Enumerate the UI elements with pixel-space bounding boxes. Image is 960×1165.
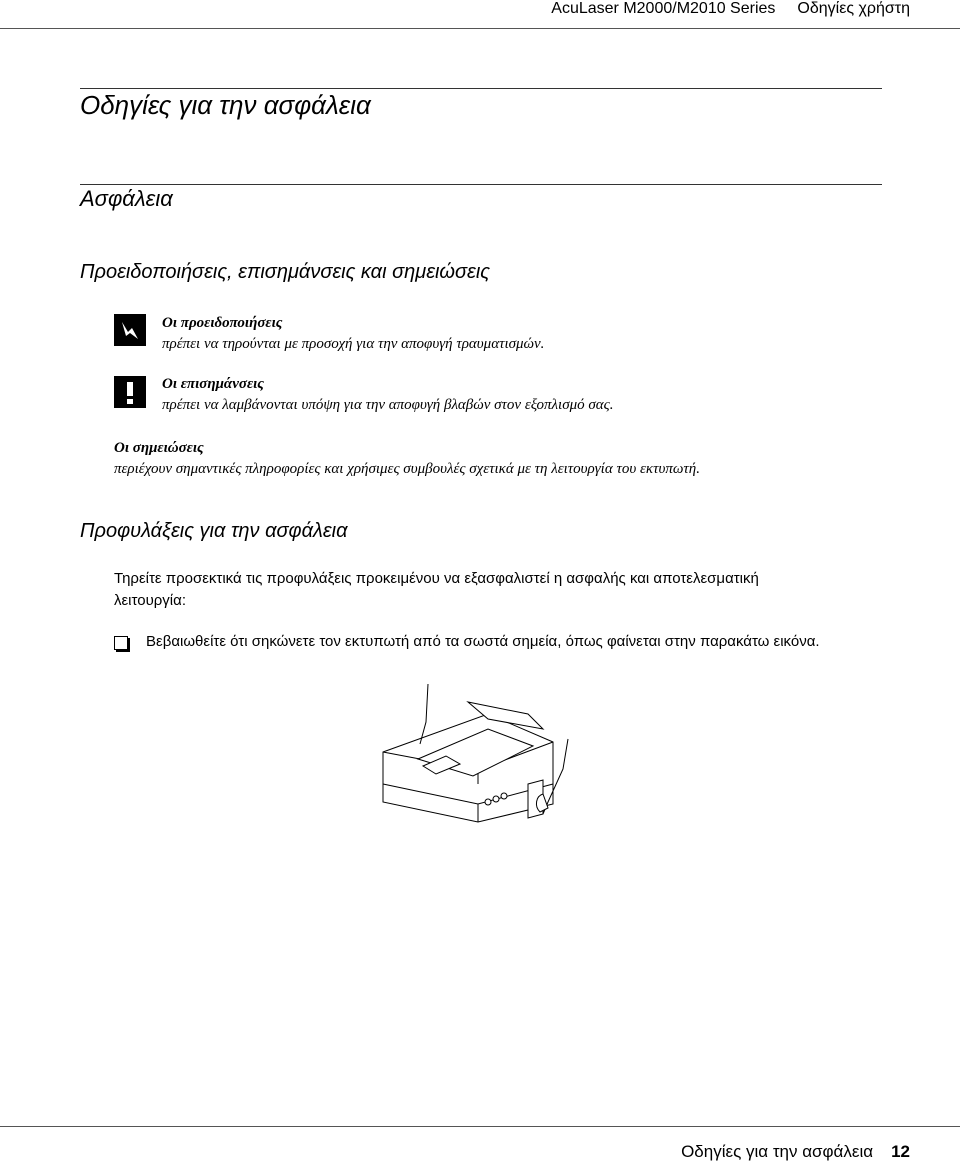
- note-info-text: περιέχουν σημαντικές πληροφορίες και χρήσιμες συμβουλές σχετικά με τη λειτουργία του εκτυπωτή.: [114, 461, 700, 477]
- note-info: [114, 438, 700, 480]
- section-heading: Ασφάλεια: [80, 186, 173, 211]
- caution-icon: [114, 376, 146, 408]
- header-divider: [0, 28, 960, 29]
- footer-section: Οδηγίες για την ασφάλεια: [681, 1142, 874, 1161]
- title-divider: [80, 88, 882, 89]
- precautions-heading: Προφυλάξεις για την ασφάλεια: [80, 520, 348, 542]
- guide-name: Οδηγίες χρήστη: [797, 0, 910, 17]
- checkbox-bullet-icon: [114, 636, 128, 650]
- precautions-intro: [114, 568, 759, 612]
- precautions-intro-line2: λειτουργία:: [114, 592, 186, 609]
- subsection-heading: Προειδοποιήσεις, επισημάνσεις και σημειώσεις: [80, 261, 491, 283]
- note-caution-title: Οι επισημάνσεις: [162, 376, 264, 392]
- note-warning-text: πρέπει να τηρούνται με προσοχή για την αποφυγή τραυματισμών.: [162, 336, 545, 352]
- precaution-bullet-text: Βεβαιωθείτε ότι σηκώνετε τον εκτυπωτή από τα σωστά σημεία, όπως φαίνεται στην παρακάτω εικόνα.: [146, 633, 820, 650]
- footer-divider: [0, 1126, 960, 1127]
- note-info-title: Οι σημειώσεις: [114, 440, 204, 456]
- section-divider: [80, 184, 882, 185]
- page-header: [551, 0, 910, 18]
- note-warning-title: Οι προειδοποιήσεις: [162, 315, 283, 331]
- note-caution-text: πρέπει να λαμβάνονται υπόψη για την αποφυγή βλαβών στον εξοπλισμό σας.: [162, 397, 614, 413]
- printer-lifting-illustration: [378, 684, 578, 834]
- page-number: 12: [891, 1142, 910, 1161]
- page-footer: [681, 1142, 910, 1162]
- page-title: Οδηγίες για την ασφάλεια: [80, 90, 371, 120]
- note-warning: [162, 313, 544, 355]
- product-name: AcuLaser M2000/M2010 Series: [551, 0, 776, 17]
- precautions-intro-line1: Τηρείτε προσεκτικά τις προφυλάξεις προκειμένου να εξασφαλιστεί η ασφαλής και αποτελεσματική: [114, 570, 759, 587]
- note-caution: [162, 374, 614, 416]
- warning-icon: [114, 314, 146, 346]
